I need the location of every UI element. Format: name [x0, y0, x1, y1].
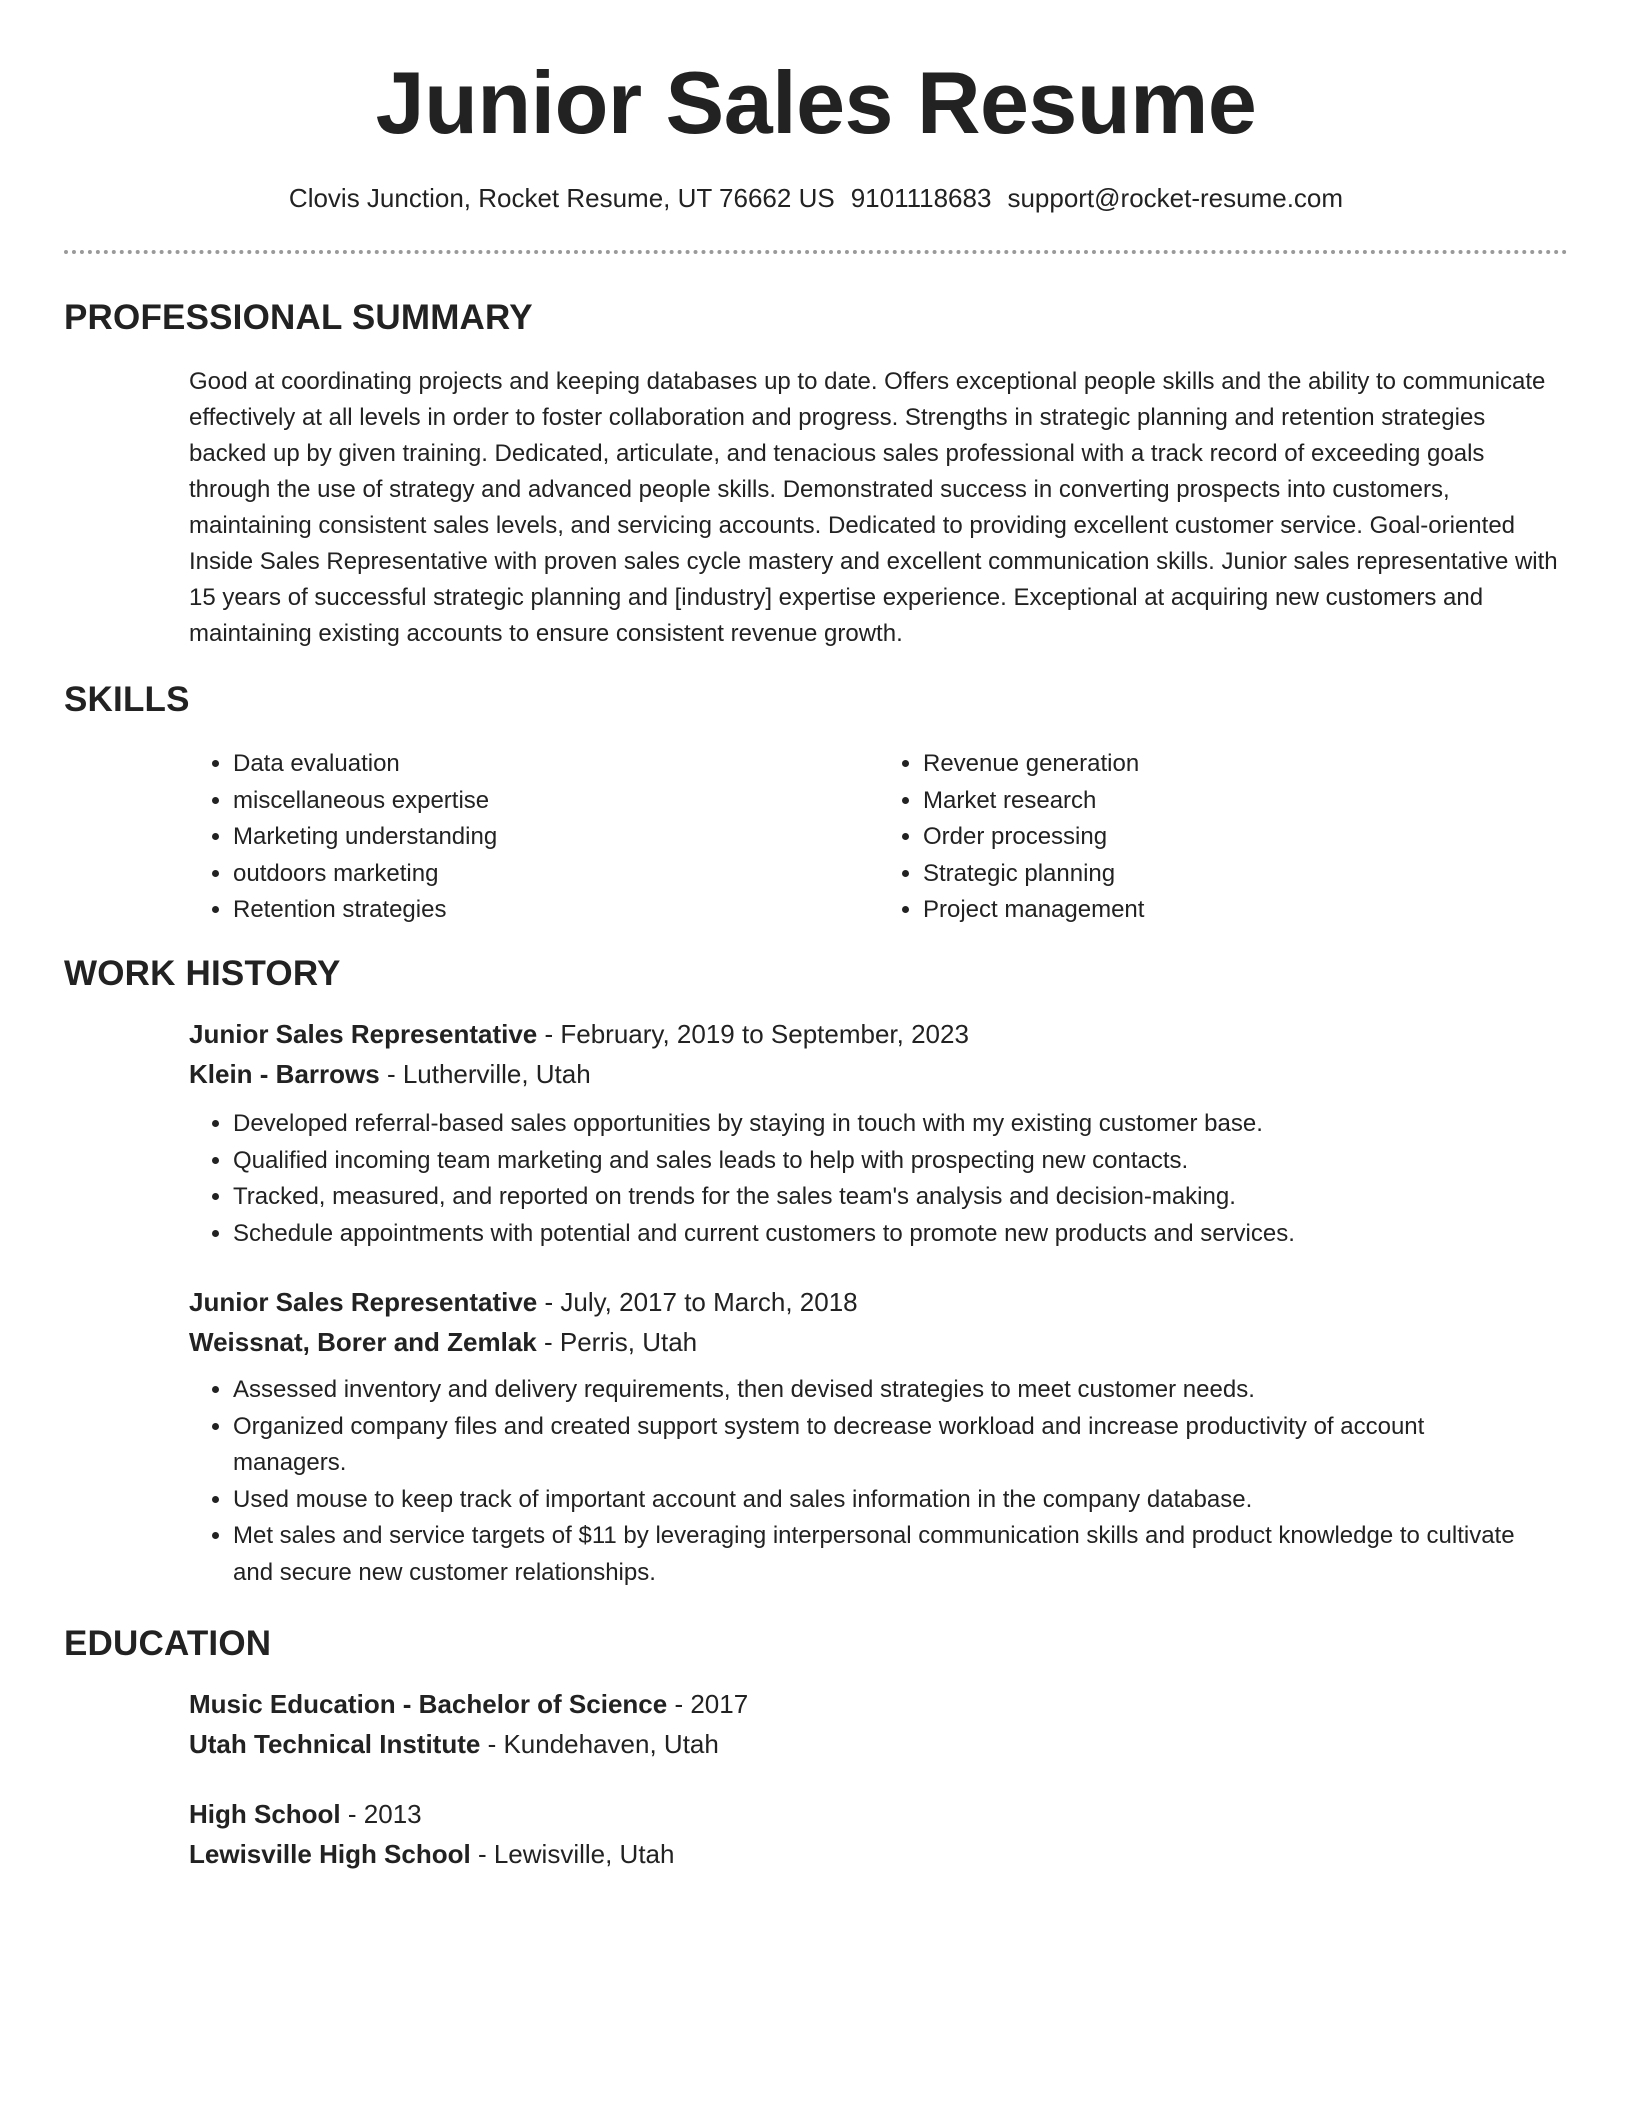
job-title-line — [189, 1014, 1569, 1054]
degree-line — [189, 1684, 1569, 1724]
skill-item: • Retention strategies — [233, 892, 879, 929]
job-bullet: • Met sales and service targets of $11 by leveraging interpersonal communication skills and product knowledge to cultivate and secure new customer relationships. — [233, 1518, 1533, 1591]
skill-item: • Market research — [923, 783, 1569, 820]
skills-grid — [189, 746, 1569, 929]
job-dates: - July, 2017 to March, 2018 — [537, 1287, 858, 1317]
skill-item: • Marketing understanding — [233, 819, 879, 856]
section-title-work: WORK HISTORY — [64, 954, 341, 993]
section-title-summary: PROFESSIONAL SUMMARY — [64, 298, 533, 337]
job-company-line — [189, 1054, 1569, 1094]
job-bullet: • Qualified incoming team marketing and sales leads to help with prospecting new contacts. — [233, 1143, 1569, 1180]
skill-item: • miscellaneous expertise — [233, 783, 879, 820]
school: Lewisville High School — [189, 1839, 471, 1869]
degree: Music Education - Bachelor of Science — [189, 1689, 668, 1719]
job-location: - Lutherville, Utah — [379, 1059, 591, 1089]
degree: High School — [189, 1799, 341, 1829]
job-location: - Perris, Utah — [536, 1327, 698, 1357]
skill-item: • Revenue generation — [923, 746, 1569, 783]
school-line — [189, 1834, 1569, 1874]
contact-line — [0, 182, 1632, 214]
job-title-line — [189, 1282, 1569, 1322]
job-bullet: • Schedule appointments with potential and current customers to promote new products and services. — [233, 1216, 1569, 1253]
school-line — [189, 1724, 1569, 1764]
skill-item: • Strategic planning — [923, 856, 1569, 893]
degree-year: - 2017 — [667, 1689, 749, 1719]
section-title-education: EDUCATION — [64, 1624, 272, 1663]
job-entry-2 — [189, 1282, 1569, 1591]
skill-item: • outdoors marketing — [233, 856, 879, 893]
school-location: - Kundehaven, Utah — [480, 1729, 719, 1759]
job-title: Junior Sales Representative — [189, 1287, 538, 1317]
job-bullet: • Assessed inventory and delivery requirements, then devised strategies to meet customer needs. — [233, 1372, 1533, 1409]
summary-text: Good at coordinating projects and keeping databases up to date. Offers exceptional people skills and the ability to communicate effectively at all levels in order to foster collaboration and progress. Strengths in strategic planning and retention strategies backed up by given training. Dedicated, articulate, and tenacious sales professional with a track record of exceeding goals through the use of strategy and advanced people skills. Demonstrated success in converting prospects into customers, maintaining consistent sales levels, and servicing accounts. Dedicated to providing excellent customer service. Goal-oriented Inside Sales Representative with proven sales cycle mastery and excellent communication skills. Junior sales representative with 15 years of successful strategic planning and [industry] expertise experience. Exceptional at acquiring new customers and maintaining existing accounts to ensure consistent revenue growth. — [189, 368, 1558, 647]
skills-list-right — [879, 746, 1569, 929]
job-dates: - February, 2019 to September, 2023 — [537, 1019, 969, 1049]
job-bullet: • Organized company files and created support system to decrease workload and increase productivity of account managers. — [233, 1409, 1533, 1482]
education-entry-1 — [189, 1684, 1569, 1764]
summary-block — [189, 364, 1569, 652]
degree-year: - 2013 — [340, 1799, 422, 1829]
degree-line — [189, 1794, 1569, 1834]
job-company-line — [189, 1322, 1569, 1362]
resume-title: Junior Sales Resume — [375, 53, 1257, 152]
contact-email: support@rocket-resume.com — [1007, 183, 1344, 213]
job-entry-1 — [189, 1014, 1569, 1252]
job-bullet: • Developed referral-based sales opportunities by staying in touch with my existing customer base. — [233, 1106, 1569, 1143]
header-divider — [64, 250, 1568, 254]
skill-item: • Data evaluation — [233, 746, 879, 783]
school: Utah Technical Institute — [189, 1729, 481, 1759]
job-bullets — [189, 1372, 1533, 1591]
contact-phone: 9101118683 — [850, 183, 992, 213]
job-bullets — [189, 1106, 1569, 1252]
skill-item: • Order processing — [923, 819, 1569, 856]
contact-address: Clovis Junction, Rocket Resume, UT 76662 US — [288, 183, 835, 213]
job-bullet: • Used mouse to keep track of important account and sales information in the company database. — [233, 1482, 1533, 1519]
job-bullet: • Tracked, measured, and reported on trends for the sales team's analysis and decision-making. — [233, 1179, 1569, 1216]
skills-block — [189, 746, 1569, 929]
job-company: Klein - Barrows — [189, 1059, 380, 1089]
job-company: Weissnat, Borer and Zemlak — [189, 1327, 537, 1357]
skills-list-left — [189, 746, 879, 929]
section-title-skills: SKILLS — [64, 680, 190, 719]
school-location: - Lewisville, Utah — [470, 1839, 675, 1869]
skill-item: • Project management — [923, 892, 1569, 929]
education-entry-2 — [189, 1794, 1569, 1874]
job-title: Junior Sales Representative — [189, 1019, 538, 1049]
